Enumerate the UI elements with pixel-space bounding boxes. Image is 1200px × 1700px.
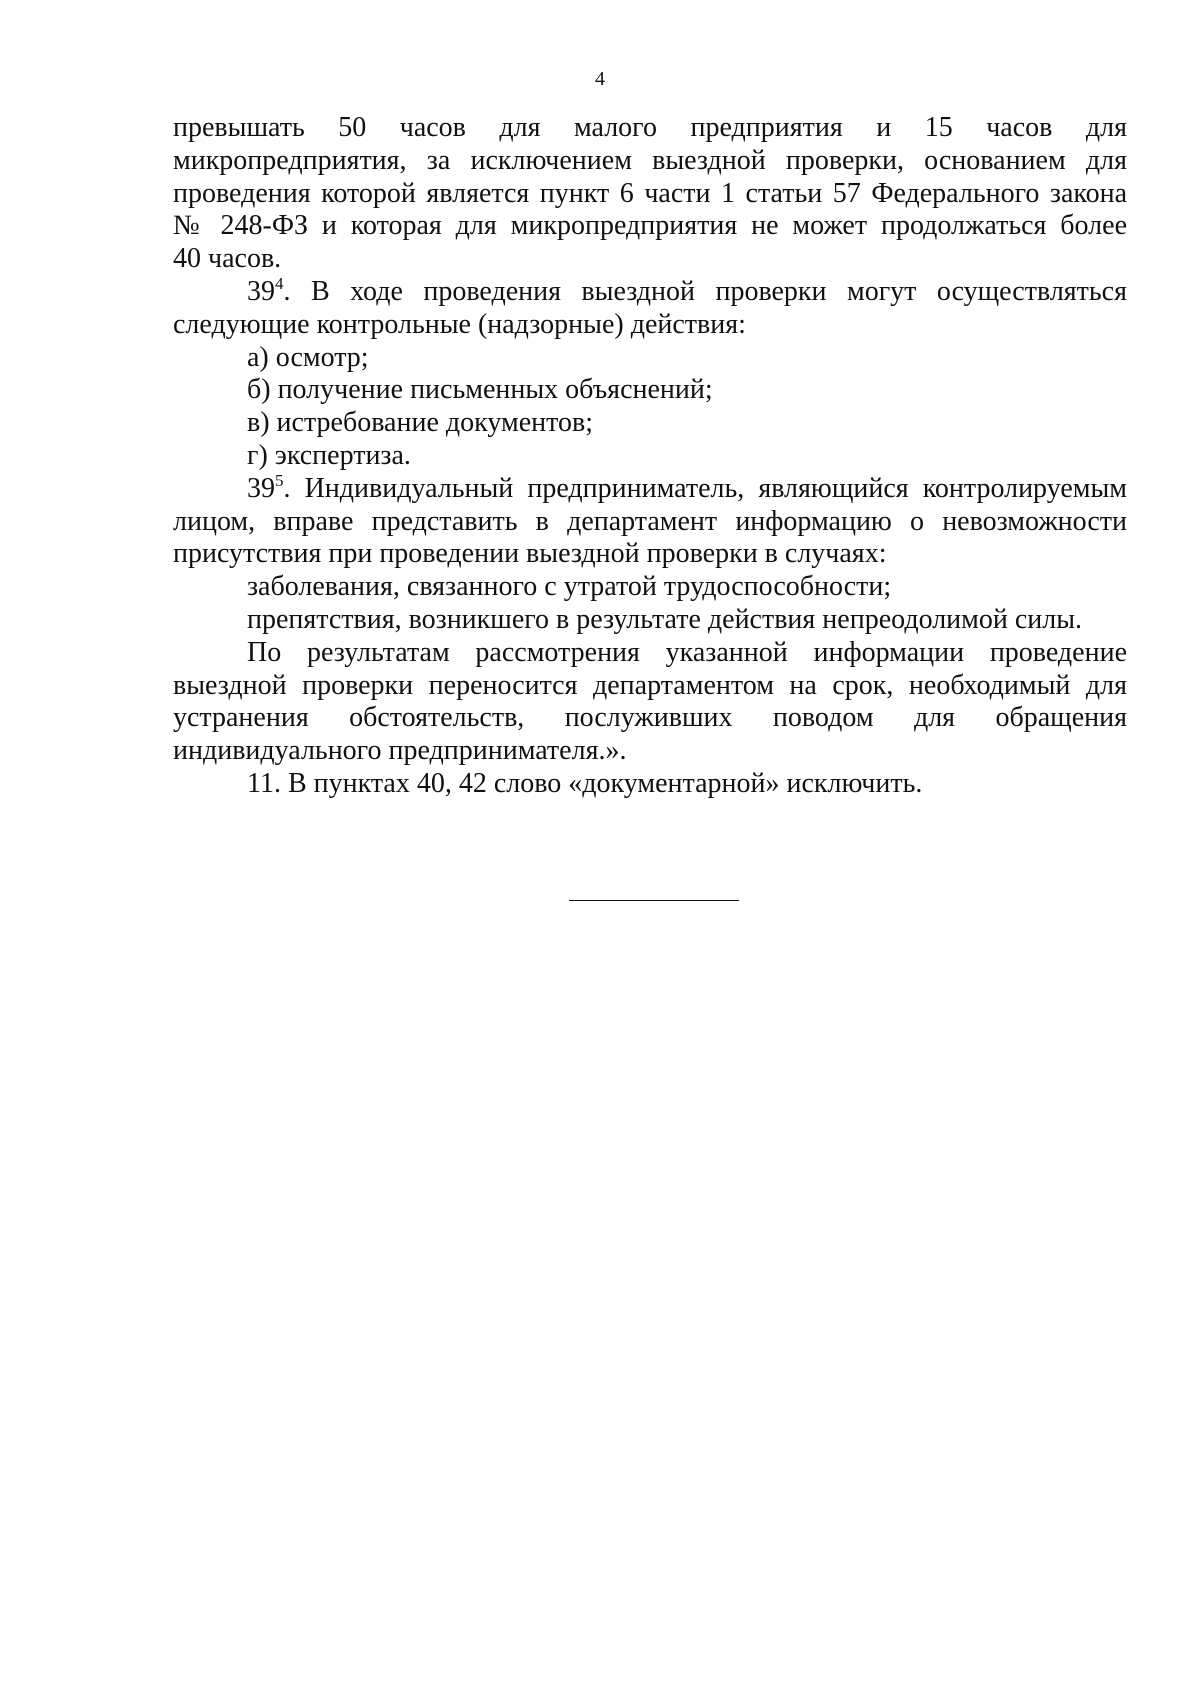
clause-text: . В ходе проведения выездной проверки могут осуществляться	[283, 275, 1127, 307]
list-item: б) получение письменных объяснений;	[247, 374, 713, 406]
end-separator-line	[569, 900, 739, 901]
clause-11: 11. В пунктах 40, 42 слово «документарной» исключить.	[247, 767, 923, 799]
page-number: 4	[595, 68, 605, 90]
clause-number: 39	[247, 472, 275, 504]
clause-heading-line	[173, 470, 1127, 506]
case-item: заболевания, связанного с утратой трудоспособности;	[247, 571, 892, 603]
text-line: выездной проверки переносится департаментом на срок, необходимый для	[173, 669, 1127, 701]
clause-39-5	[173, 470, 1127, 768]
clause-superscript: 5	[275, 470, 284, 490]
list-item: а) осмотр;	[247, 341, 369, 373]
text-line: проведения которой является пункт 6 части 1 статьи 57 Федерального закона	[173, 177, 1127, 209]
clause-text: . Индивидуальный предприниматель, являющийся контролируемым	[283, 472, 1127, 504]
clause-heading-line	[173, 273, 1127, 309]
text-line: присутствия при проведении выездной проверки в случаях:	[173, 538, 887, 570]
list-item: в) истребование документов;	[247, 407, 593, 439]
text-line: № 248-ФЗ и которая для микропредприятия не может продолжаться более	[173, 210, 1127, 242]
document-body	[173, 112, 1127, 801]
list-item: г) экспертиза.	[247, 439, 411, 471]
text-line: индивидуального предпринимателя.».	[173, 735, 627, 767]
text-line: микропредприятия, за исключением выездной проверки, основанием для	[173, 144, 1127, 176]
text-line: По результатам рассмотрения указанной информации проведение	[247, 636, 1127, 668]
paragraph-continuation	[173, 112, 1127, 276]
text-line: 40 часов.	[173, 243, 282, 275]
text-line: следующие контрольные (надзорные) действия:	[173, 308, 746, 340]
text-line: лицом, вправе представить в департамент информацию о невозможности	[173, 505, 1127, 537]
case-item: препятствия, возникшего в результате действия непреодолимой силы.	[247, 603, 1083, 635]
text-line: превышать 50 часов для малого предприятия и 15 часов для	[173, 112, 1127, 143]
clause-superscript: 4	[275, 273, 284, 293]
clause-number: 39	[247, 275, 275, 307]
text-line: устранения обстоятельств, послуживших поводом для обращения	[173, 702, 1127, 734]
clause-39-4	[173, 273, 1127, 473]
